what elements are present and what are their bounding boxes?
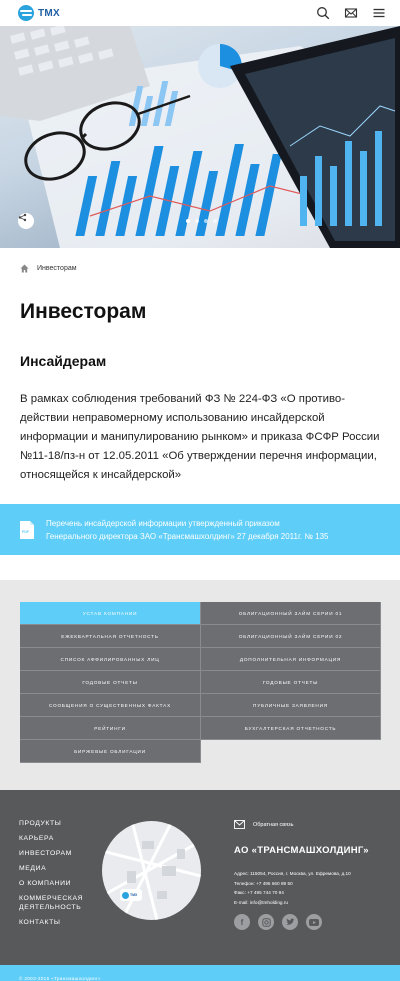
- contact-phone[interactable]: Телефон: +7 495 660 89 50: [234, 880, 293, 886]
- document-title-line1: Перечень инсайдерской информации утвержденный приказом: [46, 518, 280, 528]
- footer-nav-contacts[interactable]: КОНТАКТЫ: [19, 919, 61, 926]
- carousel-dot[interactable]: [213, 219, 217, 223]
- location-map[interactable]: [102, 821, 201, 920]
- site-footer: [0, 790, 400, 965]
- pdf-icon: [20, 521, 34, 539]
- map-illustration: [102, 821, 201, 920]
- logo-icon: [18, 5, 34, 21]
- site-header: [0, 0, 400, 26]
- page-title: Инвесторам: [20, 300, 147, 323]
- feedback-link[interactable]: [234, 820, 294, 829]
- carousel-dots: [186, 219, 217, 223]
- copyright: © 2003-2015 «Трансмашхолдинг»: [0, 965, 400, 981]
- breadcrumb-current: Инвесторам: [37, 264, 77, 272]
- footer-nav-products[interactable]: ПРОДУКТЫ: [19, 820, 62, 827]
- intro-text: В рамках соблюдения требований ФЗ № 224-ФЗ «О противо-действии неправомерному использованию инсайдерской информации и манипулированию рынком» и приказа ФСФР России №11-18/пз-н от 12.05.2011 «Об утверждении перечня информации, относящейся к инсайдерской»: [20, 393, 380, 481]
- carousel-dot[interactable]: [204, 219, 208, 223]
- section-title: Инсайдерам: [20, 353, 107, 369]
- document-link[interactable]: [0, 504, 400, 555]
- header-actions: [316, 6, 386, 20]
- feedback-label: Обратная связь: [253, 821, 294, 828]
- carousel-dot[interactable]: [195, 219, 199, 223]
- investor-links-grid: [20, 602, 380, 763]
- map-logo-text: ТМХ: [130, 893, 138, 897]
- link-ratings[interactable]: РЕЙТИНГИ: [20, 717, 201, 740]
- document-title: [46, 517, 329, 543]
- search-icon[interactable]: [316, 6, 330, 20]
- logo[interactable]: [18, 5, 60, 21]
- link-quarterly-reports[interactable]: ЕЖЕКВАРТАЛЬНАЯ ОТЧЕТНОСТЬ: [20, 625, 201, 648]
- link-bond-series-01[interactable]: ОБЛИГАЦИОННЫЙ ЗАЙМ СЕРИИ 01: [201, 602, 381, 625]
- map-logo-icon: [122, 892, 129, 899]
- footer-nav-careers[interactable]: КАРЬЕРА: [19, 835, 54, 842]
- home-icon[interactable]: [20, 264, 29, 273]
- mail-icon: [234, 820, 245, 829]
- spacer: [0, 555, 400, 580]
- social-links: [234, 914, 322, 930]
- footer-nav: [19, 819, 89, 933]
- map-marker[interactable]: [120, 889, 142, 901]
- document-title-line2: Генерального директора ЗАО «Трансмашхолдинг» 27 декабря 2011г. № 135: [46, 531, 329, 541]
- investor-links-section: [0, 580, 400, 790]
- youtube-icon[interactable]: [306, 914, 322, 930]
- contact-address: Адрес: 115054, Россия, г. Москва, ул. Ефремова, д.10: [234, 871, 351, 876]
- link-charter[interactable]: УСТАВ КОМПАНИИ: [20, 602, 201, 625]
- link-affiliated-persons[interactable]: СПИСОК АФФИЛИРОВАННЫХ ЛИЦ: [20, 648, 201, 671]
- breadcrumb: [0, 248, 400, 288]
- link-accounting-reports[interactable]: БУХГАЛТЕРСКАЯ ОТЧЕТНОСТЬ: [201, 717, 381, 740]
- link-annual-reports-2[interactable]: ГОДОВЫЕ ОТЧЕТЫ: [201, 671, 381, 694]
- hero-illustration: [0, 26, 400, 248]
- link-additional-info[interactable]: ДОПОЛНИТЕЛЬНАЯ ИНФОРМАЦИЯ: [201, 648, 381, 671]
- footer-nav-about[interactable]: О КОМПАНИИ: [19, 880, 72, 887]
- company-name: АО «ТРАНСМАШХОЛДИНГ»: [234, 845, 369, 856]
- mail-icon[interactable]: [344, 6, 358, 20]
- footer-nav-media[interactable]: МЕДИА: [19, 865, 47, 872]
- twitter-icon[interactable]: [282, 914, 298, 930]
- link-annual-reports[interactable]: ГОДОВЫЕ ОТЧЕТЫ: [20, 671, 201, 694]
- share-button[interactable]: [18, 213, 34, 229]
- link-exchange-bonds[interactable]: БИРЖЕВЫЕ ОБЛИГАЦИИ: [20, 740, 201, 763]
- link-bond-series-02[interactable]: ОБЛИГАЦИОННЫЙ ЗАЙМ СЕРИИ 02: [201, 625, 381, 648]
- contact-email[interactable]: E-mail: info@tmholding.ru: [234, 899, 288, 905]
- instagram-icon[interactable]: [258, 914, 274, 930]
- svg-text:PDF: PDF: [22, 529, 29, 534]
- contact-info: [234, 869, 351, 907]
- footer-nav-commercial[interactable]: КОММЕРЧЕСКАЯ ДЕЯТЕЛЬНОСТЬ: [19, 895, 84, 911]
- link-public-statements[interactable]: ПУБЛИЧНЫЕ ЗАЯВЛЕНИЯ: [201, 694, 381, 717]
- footer-nav-investors[interactable]: ИНВЕСТОРАМ: [19, 850, 72, 857]
- carousel-dot[interactable]: [186, 219, 190, 223]
- logo-text: ТМХ: [38, 7, 61, 19]
- link-material-facts[interactable]: СООБЩЕНИЯ О СУЩЕСТВЕННЫХ ФАКТАХ: [20, 694, 201, 717]
- menu-icon[interactable]: [372, 6, 386, 20]
- contact-fax: Факс: +7 495 744 70 94: [234, 890, 284, 895]
- share-icon: [18, 213, 27, 222]
- facebook-icon[interactable]: f: [234, 914, 250, 930]
- hero-image: [0, 26, 400, 248]
